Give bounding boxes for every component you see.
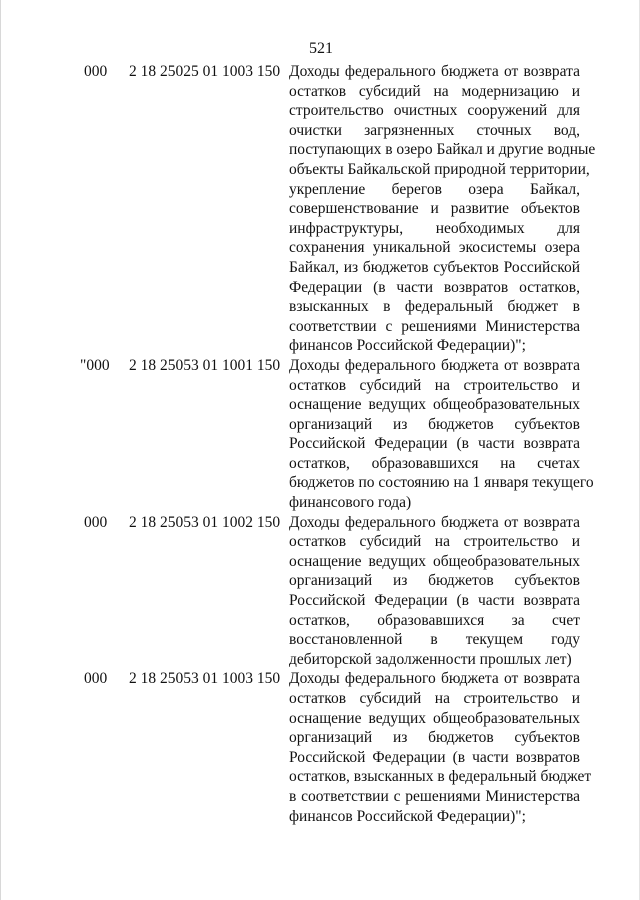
page-number: 521 — [309, 40, 333, 57]
admin-code: 000 — [84, 63, 108, 80]
kbk-code: 2 18 25053 01 1001 150 — [129, 356, 281, 374]
income-description — [289, 356, 594, 513]
description-line: поступающих в озеро Байкал и другие водные — [289, 141, 596, 159]
description-line: Российской Федерации (в части возвратов — [289, 748, 580, 766]
description-line: Федерации (в части возвратов остатков, — [289, 278, 580, 296]
description-line: оснащение ведущих общеобразовательных — [289, 396, 580, 414]
description-line: дебиторской задолженности прошлых лет) — [289, 650, 572, 668]
description-line: соответствии с решениями Министерства — [289, 317, 580, 335]
description-line: финансов Российской Федерации)"; — [289, 807, 526, 825]
admin-code: 000 — [84, 513, 108, 531]
income-description — [289, 669, 592, 826]
admin-code: "000 — [80, 356, 110, 374]
table-row — [1, 356, 640, 513]
description-line: остатков, образовавшихся за счет — [289, 611, 580, 629]
description-line: совершенствование и развитие объектов — [289, 200, 580, 218]
description-line: Байкал, из бюджетов субъектов Российской — [289, 258, 580, 276]
description-line: остатков субсидий на строительство и — [289, 690, 580, 707]
description-line: остатков субсидий на строительство и — [289, 376, 580, 394]
description-line: объекты Байкальской природной территории, — [289, 160, 590, 178]
description-line: очистки загрязненных сточных вод, — [289, 121, 580, 139]
table-row — [1, 62, 640, 356]
description-line: Доходы федерального бюджета от возврата — [289, 670, 580, 688]
description-line: остатков субсидий на модернизацию и — [289, 82, 580, 100]
kbk-code: 2 18 25053 01 1003 150 — [129, 670, 281, 688]
description-line: Доходы федерального бюджета от возврата — [289, 513, 580, 531]
description-line: финансового года) — [289, 494, 412, 512]
income-description — [289, 513, 580, 670]
description-line: Российской Федерации (в части возврата — [289, 592, 580, 610]
description-line: оснащение ведущих общеобразовательных — [289, 709, 580, 727]
description-line: Доходы федерального бюджета от возврата — [289, 63, 580, 80]
description-line: Доходы федерального бюджета от возврата — [289, 356, 580, 374]
income-description — [289, 62, 596, 356]
description-line: остатков, взысканных в федеральный бюджет — [289, 768, 592, 786]
description-line: строительство очистных сооружений для — [289, 102, 580, 120]
description-line: оснащение ведущих общеобразовательных — [289, 552, 580, 570]
description-line: финансов Российской Федерации)"; — [289, 337, 526, 355]
description-line: Российской Федерации (в части возврата — [289, 435, 580, 453]
description-line: бюджетов по состоянию на 1 января текущего — [289, 474, 594, 492]
description-line: организаций из бюджетов субъектов — [289, 415, 580, 433]
description-line: остатков субсидий на строительство и — [289, 533, 580, 551]
description-line: укрепление берегов озера Байкал, — [289, 180, 580, 198]
kbk-code: 2 18 25025 01 1003 150 — [129, 63, 281, 80]
description-line: организаций из бюджетов субъектов — [289, 729, 580, 747]
description-line: взысканных в федеральный бюджет в — [289, 298, 580, 316]
table-row — [1, 513, 640, 670]
table-row — [1, 669, 640, 826]
description-line: в соответствии с решениями Министерства — [289, 787, 580, 805]
description-line: сохранения уникальной экосистемы озера — [289, 239, 580, 257]
budget-code-table — [1, 62, 640, 826]
description-line: инфраструктуры, необходимых для — [289, 219, 580, 237]
description-line: восстановленной в текущем году — [289, 631, 580, 649]
description-line: организаций из бюджетов субъектов — [289, 572, 580, 590]
admin-code: 000 — [84, 670, 108, 688]
description-line: остатков, образовавшихся на счетах — [289, 454, 580, 472]
kbk-code: 2 18 25053 01 1002 150 — [129, 513, 281, 531]
